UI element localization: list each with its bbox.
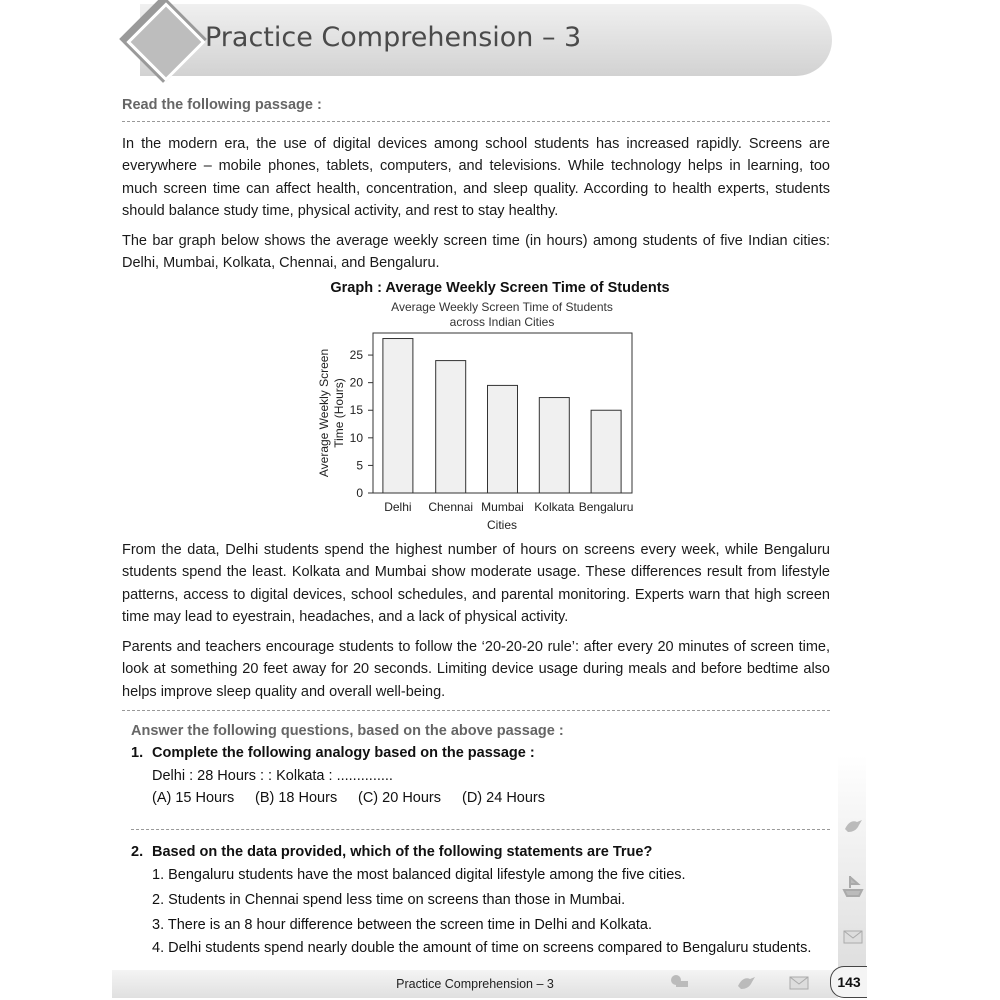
bird-icon bbox=[842, 815, 864, 837]
side-decoration-strip bbox=[838, 755, 866, 985]
q2-statement-1[interactable]: 1. Bengaluru students have the most balanced digital lifestyle among the five cities. bbox=[152, 867, 686, 883]
y-tick-label: 15 bbox=[349, 403, 363, 418]
q2-text: Based on the data provided, which of the following statements are True? bbox=[152, 844, 653, 860]
x-axis-label: Cities bbox=[486, 518, 518, 532]
q1-analogy bbox=[152, 768, 393, 784]
footer-title: Practice Comprehension – 3 bbox=[396, 977, 554, 991]
y-tick-label: 25 bbox=[349, 348, 363, 363]
x-tick-label: Chennai bbox=[428, 500, 474, 514]
q1-option-d[interactable]: (D) 24 Hours bbox=[462, 790, 545, 806]
paragraph-1: In the modern era, the use of digital devices among school students has increased rapidly. Screens are everywhere – mobile phones, tablets, computers, and televisions. While technology helps in learning, too much screen time can affect health, concentration, and sleep quality. According to health experts, students should balance study time, physical activity, and rest to stay healthy. bbox=[122, 136, 830, 219]
paragraph-3: From the data, Delhi students spend the highest number of hours on screens every week, while Bengaluru students spend the least. Kolkata and Mumbai show moderate usage. These differences result from lifestyle patterns, access to digital devices, school schedules, and parental monitoring. Experts warn that high screen time may lead to eyestrain, headaches, and a lack of physical activity. bbox=[122, 542, 830, 625]
q2-statement-4[interactable]: 4. Delhi students spend nearly double the amount of time on screens compared to Bengaluru students. bbox=[152, 940, 812, 956]
q1-blank[interactable]: .............. bbox=[336, 768, 393, 784]
q2-statement-2[interactable]: 2. Students in Chennai spend less time on screens than those in Mumbai. bbox=[152, 892, 626, 908]
q1-option-c[interactable]: (C) 20 Hours bbox=[358, 790, 441, 806]
graph-caption: Graph : Average Weekly Screen Time of Students bbox=[330, 280, 670, 296]
q2-statement-3[interactable]: 3. There is an 8 hour difference between the screen time in Delhi and Kolkata. bbox=[152, 917, 653, 933]
q1-option-a[interactable]: (A) 15 Hours bbox=[152, 790, 235, 806]
q1-number: 1. bbox=[131, 745, 144, 761]
paragraph-4: Parents and teachers encourage students to follow the ‘20-20-20 rule’: after every 20 minutes of screen time, look at something 20 feet away for 20 seconds. Limiting device usage during meals and before bedtime also helps improve sleep quality and overall well-being. bbox=[122, 639, 830, 700]
q2-number: 2. bbox=[131, 844, 144, 860]
bar-delhi bbox=[383, 339, 413, 493]
q1-option-b[interactable]: (B) 18 Hours bbox=[255, 790, 338, 806]
chart-subtitle: across Indian Cities bbox=[449, 315, 555, 329]
envelope-icon bbox=[788, 975, 810, 991]
bar-chennai bbox=[436, 361, 466, 493]
y-tick-label: 10 bbox=[349, 430, 363, 445]
passage-label: Read the following passage : bbox=[122, 97, 322, 113]
x-tick-label: Kolkata bbox=[534, 500, 575, 514]
y-tick-label: 0 bbox=[356, 486, 363, 500]
x-tick-label: Bengaluru bbox=[578, 500, 634, 514]
lion-icon bbox=[668, 972, 690, 992]
questions-heading: Answer the following questions, based on the above passage : bbox=[131, 723, 564, 739]
x-tick-label: Delhi bbox=[384, 500, 412, 514]
x-tick-label: Mumbai bbox=[481, 500, 524, 514]
divider bbox=[122, 710, 830, 711]
y-axis-label-line-1: Average Weekly Screen bbox=[317, 348, 331, 478]
bar-mumbai bbox=[488, 385, 518, 493]
chart-title: Average Weekly Screen Time of Students bbox=[391, 300, 613, 314]
divider bbox=[131, 829, 830, 830]
ship-icon bbox=[842, 872, 864, 898]
divider bbox=[122, 121, 830, 122]
bar-kolkata bbox=[539, 398, 569, 493]
page-number: 143 bbox=[830, 966, 867, 998]
y-tick-label: 20 bbox=[349, 375, 363, 390]
bar-bengaluru bbox=[591, 410, 621, 493]
paragraph-2: The bar graph below shows the average weekly screen time (in hours) among students of five Indian cities: Delhi, Mumbai, Kolkata, Chennai, and Bengaluru. bbox=[122, 233, 830, 272]
bird-icon bbox=[735, 972, 757, 992]
page-title: Practice Comprehension – 3 bbox=[205, 22, 582, 53]
q1-text: Complete the following analogy based on the passage : bbox=[152, 745, 535, 761]
q1-analogy-text: Delhi : 28 Hours : : Kolkata : bbox=[152, 768, 333, 784]
envelope-icon bbox=[842, 928, 864, 946]
bar-chart bbox=[0, 295, 1000, 535]
y-tick-label: 5 bbox=[356, 458, 363, 473]
y-axis-label-line-2: Time (Hours) bbox=[332, 378, 346, 448]
